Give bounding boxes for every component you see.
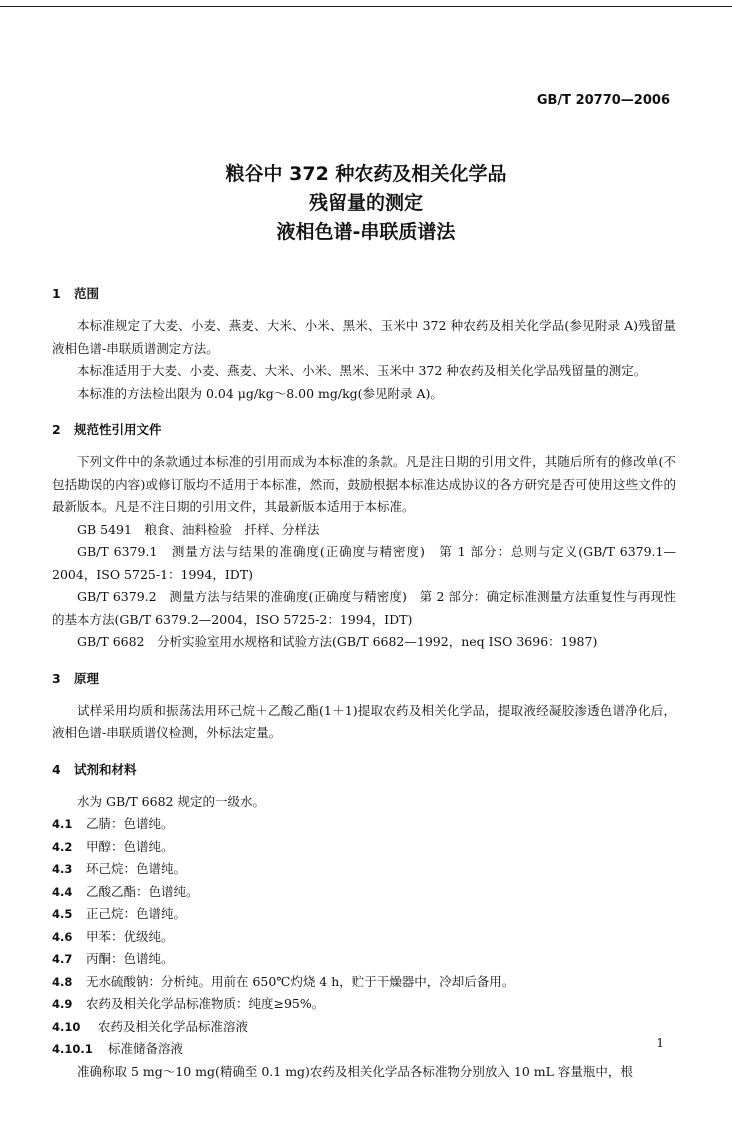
reference-entry: GB/T 6682 分析实验室用水规格和试验方法(GB/T 6682—1992，neq ISO 3696：1987) <box>77 634 598 649</box>
section-number: 1 <box>52 286 61 301</box>
reference-entry: GB/T 6379.2 测量方法与结果的准确度(正确度与精密度) 第 2 部分：确定标准测量方法重复性与再现性的基本方法(GB/T 6379.2—2004，ISO 5725-2：1994，IDT) <box>52 589 676 627</box>
section-number: 3 <box>52 670 61 686</box>
paragraph: 本标准规定了大麦、小麦、燕麦、大米、小米、黑米、玉米中 372 种农药及相关化学品(参见附录 A)残留量液相色谱-串联质谱测定方法。 <box>52 318 676 356</box>
document-body <box>52 283 676 1083</box>
item-text: 乙腈：色谱纯。 <box>86 816 174 831</box>
reference-entry: GB 5491 粮食、油料检验 扦样、分样法 <box>77 521 320 537</box>
item-number: 4.9 <box>52 997 73 1011</box>
list-item <box>52 993 676 1016</box>
section-heading-reagents <box>52 759 676 781</box>
title-line-3: 液相色谱-串联质谱法 <box>276 221 456 243</box>
item-text: 农药及相关化学品标准溶液 <box>98 1018 249 1034</box>
item-text: 环己烷：色谱纯。 <box>86 861 187 876</box>
section-title: 规范性引用文件 <box>74 422 162 437</box>
list-item <box>52 836 676 859</box>
section-heading-normative-references <box>52 419 676 441</box>
list-item <box>52 813 676 836</box>
list-item <box>52 926 676 949</box>
list-item <box>52 903 676 926</box>
section-heading-principle <box>52 668 676 690</box>
section-title: 原理 <box>74 670 100 686</box>
paragraph: 本标准的方法检出限为 0.04 μg/kg～8.00 mg/kg(参见附录 A)。 <box>77 385 443 401</box>
paragraph: 水为 GB/T 6682 规定的一级水。 <box>77 793 265 809</box>
item-number: 4.6 <box>52 929 73 944</box>
item-number: 4.5 <box>52 907 73 921</box>
list-item <box>52 881 676 904</box>
page-number: 1 <box>656 1036 664 1050</box>
list-item <box>52 858 676 881</box>
item-number: 4.10.1 <box>52 1042 93 1056</box>
item-number: 4.1 <box>52 817 73 831</box>
standard-code: GB/T 20770—2006 <box>536 93 670 108</box>
list-item <box>52 1016 676 1039</box>
item-number: 4.8 <box>52 974 73 989</box>
item-text: 正己烷：色谱纯。 <box>86 906 187 921</box>
paragraph: 下列文件中的条款通过本标准的引用而成为本标准的条款。凡是注日期的引用文件，其随后所有的修改单(不包括勘误的内容)或修订版均不适用于本标准，然而，鼓励根据本标准达成协议的各方研究是否可使用这些文件的最新版本。凡是不注日期的引用文件，其最新版本适用于本标准。 <box>52 454 676 514</box>
item-text: 乙酸乙酯：色谱纯。 <box>86 883 199 899</box>
item-text: 丙酮：色谱纯。 <box>86 951 174 966</box>
item-text: 农药及相关化学品标准物质：纯度≥95%。 <box>86 996 325 1011</box>
item-text: 甲醇：色谱纯。 <box>86 838 174 854</box>
list-item <box>52 1038 676 1061</box>
section-title: 范围 <box>74 286 100 301</box>
item-text: 甲苯：优级纯。 <box>86 928 174 944</box>
section-heading-scope <box>52 283 676 305</box>
document-title <box>0 160 732 247</box>
title-line-2: 残留量的测定 <box>308 192 423 214</box>
title-line-1: 粮谷中 372 种农药及相关化学品 <box>225 163 507 185</box>
item-text: 无水硫酸钠：分析纯。用前在 650℃灼烧 4 h，贮于干燥器中，冷却后备用。 <box>86 973 515 989</box>
item-text: 标准储备溶液 <box>108 1041 184 1056</box>
list-item <box>52 948 676 971</box>
reference-entry: GB/T 6379.1 测量方法与结果的准确度(正确度与精密度) 第 1 部分：总则与定义(GB/T 6379.1—2004，ISO 5725-1：1994，IDT) <box>52 544 676 582</box>
top-border-line <box>0 6 732 7</box>
section-title: 试剂和材料 <box>74 761 137 777</box>
paragraph: 本标准适用于大麦、小麦、燕麦、大米、小米、黑米、玉米中 372 种农药及相关化学品残留量的测定。 <box>77 363 647 378</box>
paragraph: 准确称取 5 mg～10 mg(精确至 0.1 mg)农药及相关化学品各标准物分别放入 10 mL 容量瓶中，根 <box>77 1063 633 1079</box>
list-item <box>52 971 676 994</box>
section-number: 4 <box>52 761 61 777</box>
item-number: 4.7 <box>52 952 73 966</box>
item-number: 4.3 <box>52 862 73 876</box>
item-number: 4.10 <box>52 1019 81 1034</box>
item-number: 4.4 <box>52 884 73 899</box>
item-number: 4.2 <box>52 839 73 854</box>
paragraph: 试样采用均质和振荡法用环己烷＋乙酸乙酯(1＋1)提取农药及相关化学品，提取液经凝胶渗透色谱净化后，液相色谱-串联质谱仪检测，外标法定量。 <box>52 702 676 740</box>
section-number: 2 <box>52 422 61 437</box>
